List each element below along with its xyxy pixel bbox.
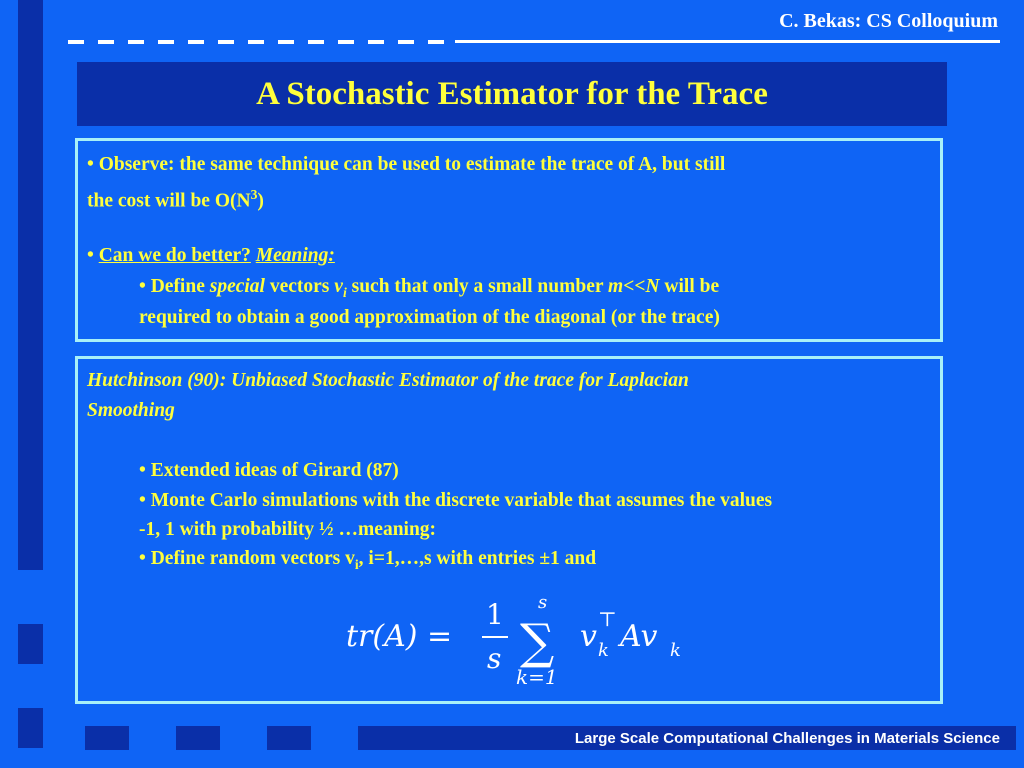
formula-numerator: 1 xyxy=(486,598,504,631)
footer-square-2 xyxy=(176,726,220,750)
footer-square-3 xyxy=(267,726,311,750)
hutchinson-line1: Hutchinson (90): Unbiased Stochastic Estimator of the trace for Laplacian xyxy=(87,370,689,391)
trace-formula xyxy=(340,588,700,692)
special-word: special xyxy=(209,276,265,297)
m-less-n: m<<N xyxy=(608,276,660,297)
bullet-marker: • xyxy=(87,245,99,266)
vectors-word: vectors xyxy=(264,276,335,297)
formula-sum-symbol: ∑ xyxy=(520,614,555,670)
slide-title: A Stochastic Estimator for the Trace xyxy=(256,75,768,112)
footer-square-1 xyxy=(85,726,129,750)
title-box xyxy=(77,62,947,126)
item-monte-carlo-line1: • Monte Carlo simulations with the discrete variable that assumes the values xyxy=(139,490,773,511)
formula-term-v: v xyxy=(580,619,597,654)
footer-text: Large Scale Computational Challenges in Materials Science xyxy=(574,730,1000,747)
item-girard: • Extended ideas of Girard (87) xyxy=(139,460,399,481)
cost-close: ) xyxy=(257,190,264,212)
hutchinson-line2: Smoothing xyxy=(87,400,175,421)
sub-bullet-define-line2: required to obtain a good approximation of the diagonal (or the trace) xyxy=(139,307,720,328)
formula-sum-bottom: k=1 xyxy=(516,665,558,689)
formula-denominator: s xyxy=(487,642,502,675)
meaning-label: Meaning: xyxy=(255,245,335,266)
left-decor-block-1 xyxy=(18,624,43,664)
define-random-text: • Define random vectors v xyxy=(139,548,355,569)
define-text: • Define xyxy=(139,276,210,297)
formula-lhs: tr(A) = xyxy=(346,619,453,654)
item-monte-carlo-line2: -1, 1 with probability ½ …meaning: xyxy=(139,519,437,540)
left-decor-bar-top xyxy=(18,0,43,570)
random-index: i xyxy=(354,556,359,572)
formula-term-rest: Av xyxy=(620,619,658,654)
header-solid-line xyxy=(455,40,1000,43)
formula-term-transpose: ⊤ xyxy=(598,607,617,631)
end-text: will be xyxy=(659,276,720,297)
define-random-rest: , i=1,…,s with entries ±1 and xyxy=(358,548,597,569)
vector-index: i xyxy=(342,284,347,300)
vector-symbol: v xyxy=(334,276,343,297)
item-define-random xyxy=(139,544,596,580)
bullet-observe-line1: • Observe: the same technique can be used to estimate the trace of A, but still xyxy=(87,154,726,175)
left-decor-block-2 xyxy=(18,708,43,748)
formula-term-sub-k2: k xyxy=(670,640,681,661)
mid-text: such that only a small number xyxy=(346,276,609,297)
bullet-better xyxy=(87,241,335,271)
header-dashed-line xyxy=(68,40,448,44)
bullet-observe-line2 xyxy=(87,180,264,217)
cost-exponent: 3 xyxy=(250,187,258,202)
header-author: C. Bekas: CS Colloquium xyxy=(779,10,998,32)
cost-text: the cost will be O(N xyxy=(87,190,251,212)
formula-term-sub-k: k xyxy=(598,640,609,661)
formula-sum-top: s xyxy=(538,592,548,613)
better-question: Can we do better? xyxy=(98,245,251,266)
